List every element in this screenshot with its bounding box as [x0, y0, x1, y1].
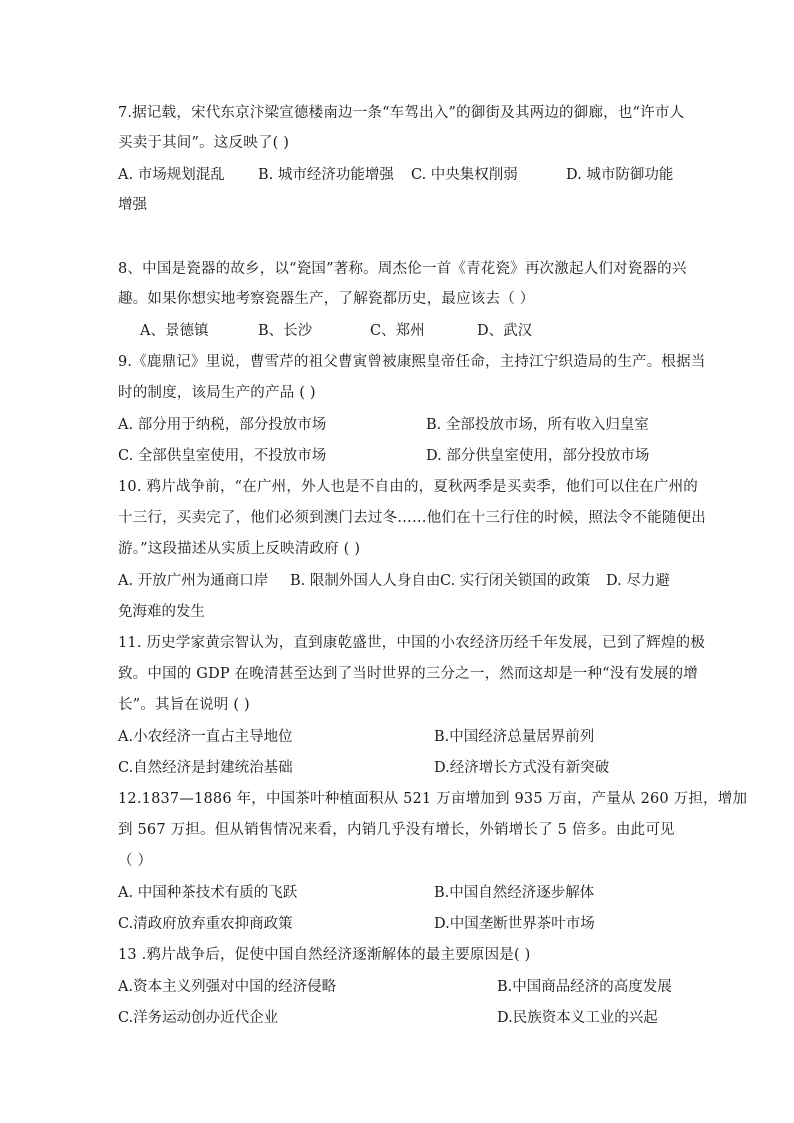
q8-stem-line1: 8、中国是瓷器的故乡，以“瓷国”著称。周杰伦一首《青花瓷》再次激起人们对瓷器的兴: [118, 261, 687, 277]
q13-stem-line1: 13 .鸦片战争后，促使中国自然经济逐渐解体的最主要原因是( ): [118, 947, 531, 963]
q12-stem-line1: 12.1837—1886 年，中国茶叶种植面积从 521 万亩增加到 935 万亩，产量从 260 万担，增加: [118, 791, 748, 807]
q8-option-c: C、郑州: [370, 323, 425, 339]
q9-stem-line1: 9.《鹿鼎记》里说，曹雪芹的祖父曹寅曾被康熙皇帝任命，主持江宁织造局的生产。根据当: [118, 354, 706, 370]
q8-option-b: B、长沙: [258, 323, 313, 339]
q7-stem-line2: 买卖于其间”。这反映了( ): [118, 135, 290, 151]
q12-option-a: A. 中国种茶技术有质的飞跃: [118, 885, 298, 901]
q12-option-c: C.清政府放弃重农抑商政策: [118, 916, 293, 932]
q11-option-c: C.自然经济是封建统治基础: [118, 760, 293, 776]
q9-stem-line2: 时的制度，该局生产的产品 ( ): [118, 385, 316, 401]
q11-option-b: B.中国经济总量居界前列: [434, 729, 595, 745]
q12-stem-line2: 到 567 万担。但从销售情况来看，内销几乎没有增长，外销增长了 5 倍多。由此可见: [118, 822, 675, 838]
q9-option-c: C. 全部供皇室使用，不投放市场: [118, 448, 327, 464]
q11-stem-line1: 11. 历史学家黄宗智认为，直到康乾盛世，中国的小农经济历经千年发展，已到了辉煌的极: [118, 635, 706, 651]
q10-option-a: A. 开放广州为通商口岸: [118, 573, 269, 589]
q11-option-a: A.小农经济一直占主导地位: [118, 729, 293, 745]
q7-option-b: B. 城市经济功能增强: [258, 167, 394, 183]
q8-option-a: A、景德镇: [140, 323, 209, 339]
q8-option-d: D、武汉: [477, 323, 533, 339]
q13-option-c: C.洋务运动创办近代企业: [118, 1010, 279, 1026]
q7-option-d-continued: 增强: [118, 197, 147, 213]
q12-stem-line3: （ ）: [118, 853, 153, 869]
q7-option-d: D. 城市防御功能: [566, 167, 674, 183]
q9-option-b: B. 全部投放市场，所有收入归皇室: [426, 417, 649, 433]
q8-stem-line2: 趣。如果你想实地考察瓷器生产，了解瓷都历史，最应该去（ ）: [118, 291, 535, 307]
q10-option-c: C. 实行闭关锁国的政策: [440, 573, 591, 589]
q10-stem-line2: 十三行，买卖完了，他们必须到澳门去过冬……他们在十三行住的时候，照法令不能随便出: [118, 510, 706, 526]
q11-option-d: D.经济增长方式没有新突破: [434, 760, 610, 776]
q13-option-d: D.民族资本义工业的兴起: [497, 1010, 658, 1026]
q10-stem-line3: 游。”这段描述从实质上反映清政府 ( ): [118, 541, 361, 557]
q10-option-d-continued: 免海难的发生: [118, 604, 205, 620]
q7-option-c: C. 中央集权削弱: [411, 167, 518, 183]
q13-option-b: B.中国商品经济的高度发展: [497, 979, 672, 995]
q12-option-d: D.中国垄断世界茶叶市场: [434, 916, 595, 932]
q11-stem-line3: 长”。其旨在说明 ( ): [118, 697, 250, 713]
q9-option-d: D. 部分供皇室使用，部分投放市场: [426, 448, 650, 464]
q10-option-d: D. 尽力避: [606, 573, 670, 589]
q12-option-b: B.中国自然经济逐步解体: [434, 885, 595, 901]
q7-stem-line1: 7.据记载，宋代东京汴梁宣德楼南边一条“车驾出入”的御街及其两边的御廊，也“许市人: [118, 105, 685, 121]
q11-stem-line2: 致。中国的 GDP 在晚清甚至达到了当时世界的三分之一，然而这却是一种“没有发展的增: [118, 666, 698, 682]
q13-option-a: A.资本主义列强对中国的经济侵略: [118, 979, 337, 995]
q9-option-a: A. 部分用于纳税，部分投放市场: [118, 417, 327, 433]
q10-stem-line1: 10. 鸦片战争前，“在广州，外人也是不自由的，夏秋两季是买卖季，他们可以住在广州的: [118, 479, 698, 495]
q10-option-b: B. 限制外国人人身自由: [290, 573, 441, 589]
q7-option-a: A. 市场规划混乱: [118, 167, 225, 183]
